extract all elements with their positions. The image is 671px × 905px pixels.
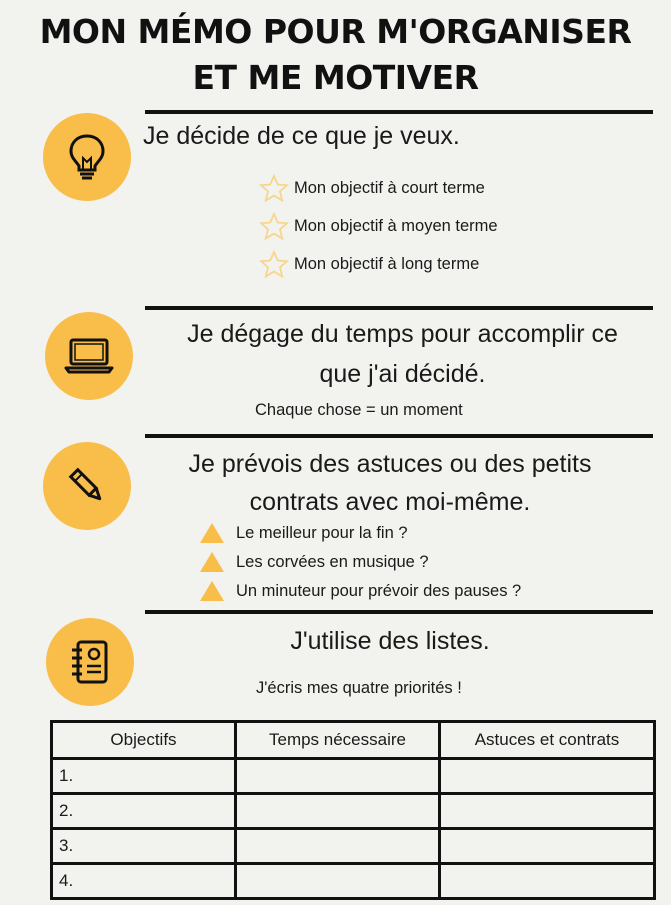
divider-2: [145, 306, 653, 310]
table-cell[interactable]: [236, 829, 440, 864]
section-1-badge: [43, 113, 131, 201]
table-header-row: [52, 722, 655, 759]
star-icon: [259, 174, 289, 202]
row-number: 3.: [52, 829, 236, 864]
table-cell[interactable]: [440, 864, 655, 899]
table-cell[interactable]: [440, 829, 655, 864]
list-item: [199, 580, 521, 602]
star-icon: [259, 250, 289, 278]
triangle-icon: [199, 580, 225, 602]
section-2-note: Chaque chose = un moment: [255, 401, 463, 419]
notebook-icon: [68, 638, 112, 686]
row-number: 1.: [52, 759, 236, 794]
objective-long-term: Mon objectif à long terme: [294, 254, 480, 273]
table-row: [52, 794, 655, 829]
section-2-badge: [45, 312, 133, 400]
list-item: [199, 551, 429, 573]
section-2-heading-line1: Je dégage du temps pour accomplir ce: [187, 320, 618, 348]
tip-item-2: Les corvées en musique ?: [236, 552, 429, 571]
priorities-table: [50, 720, 656, 900]
section-4-note: J'écris mes quatre priorités !: [256, 679, 462, 697]
section-3-heading-line2: contrats avec moi-même.: [249, 488, 531, 516]
section-1-heading: Je décide de ce que je veux.: [143, 122, 460, 150]
section-3-badge: [43, 442, 131, 530]
table-cell[interactable]: [440, 759, 655, 794]
table-row: [52, 864, 655, 899]
tip-item-1: Le meilleur pour la fin ?: [236, 523, 408, 542]
table-cell[interactable]: [236, 794, 440, 829]
divider-4: [145, 610, 653, 614]
header-objectifs: Objectifs: [52, 722, 236, 759]
laptop-icon: [63, 336, 115, 376]
table-row: [52, 829, 655, 864]
section-3-heading-line1: Je prévois des astuces ou des petits: [188, 450, 592, 478]
section-4-badge: [46, 618, 134, 706]
objective-medium-term: Mon objectif à moyen terme: [294, 216, 498, 235]
table-cell[interactable]: [236, 759, 440, 794]
triangle-icon: [199, 551, 225, 573]
list-item: [259, 174, 485, 202]
objective-short-term: Mon objectif à court terme: [294, 178, 485, 197]
triangle-icon: [199, 522, 225, 544]
table-row: [52, 759, 655, 794]
pencil-icon: [65, 464, 109, 508]
list-item: [259, 212, 498, 240]
row-number: 2.: [52, 794, 236, 829]
divider-3: [145, 434, 653, 438]
table-cell[interactable]: [440, 794, 655, 829]
list-item: [259, 250, 479, 278]
lightbulb-icon: [65, 132, 109, 182]
section-4-heading: J'utilise des listes.: [290, 627, 490, 655]
star-icon: [259, 212, 289, 240]
header-temps: Temps nécessaire: [236, 722, 440, 759]
header-astuces: Astuces et contrats: [440, 722, 655, 759]
section-2-heading-line2: que j'ai décidé.: [319, 360, 486, 388]
page-title-line2: ET ME MOTIVER: [192, 58, 479, 97]
table-cell[interactable]: [236, 864, 440, 899]
divider-1: [145, 110, 653, 114]
list-item: [199, 522, 408, 544]
row-number: 4.: [52, 864, 236, 899]
page-title-line1: MON MÉMO POUR M'ORGANISER: [39, 12, 632, 51]
tip-item-3: Un minuteur pour prévoir des pauses ?: [236, 581, 522, 600]
